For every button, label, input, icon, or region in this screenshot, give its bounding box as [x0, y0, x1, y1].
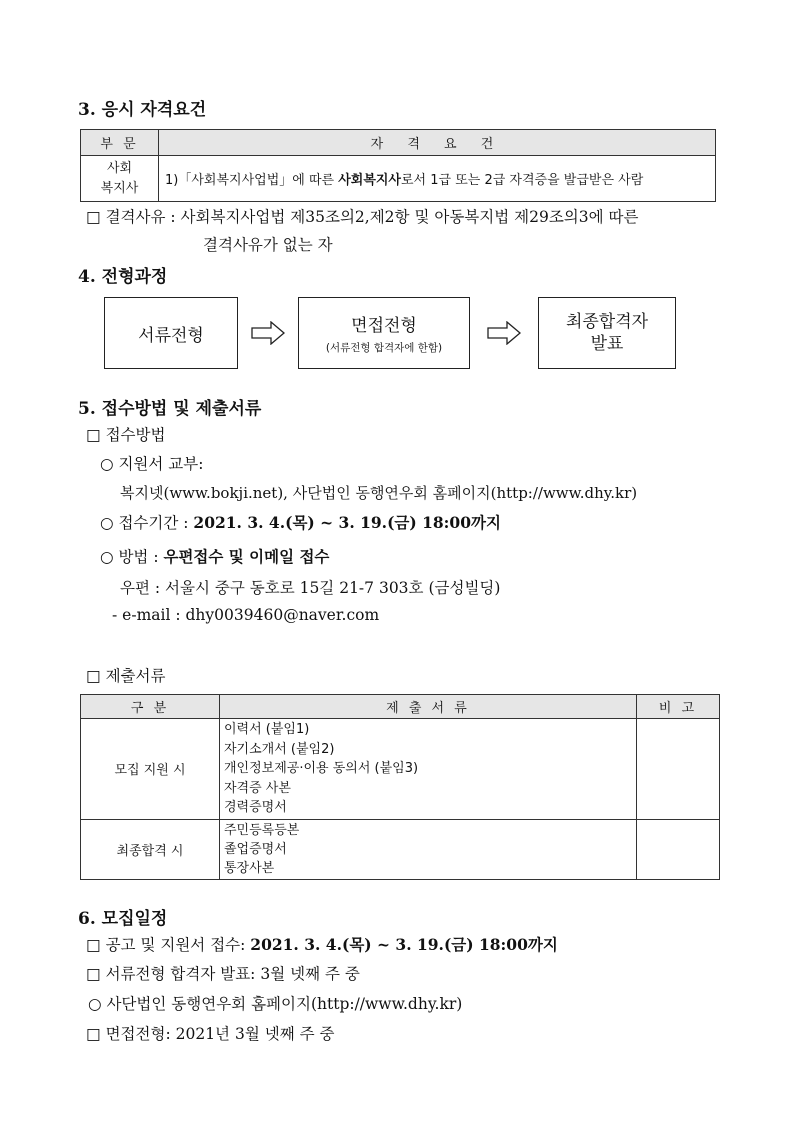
step3-label-line1: 최종합격자 [565, 312, 649, 332]
apply-form-sites: 복지넷(www.bokji.net), 사단법인 동행연우회 홈페이지(http://www.dhy.kr) [120, 484, 638, 502]
period-line [100, 511, 501, 533]
docs-row1-label: 모집 지원 시 [81, 719, 220, 820]
docs-header-note: 비 고 [637, 695, 720, 719]
schedule-item-2: □ 서류전형 합격자 발표: 3월 넷째 주 중 [86, 965, 360, 983]
category-line-2: 복지사 [100, 180, 139, 196]
category-cell [81, 156, 159, 202]
method-title: □ 접수방법 [86, 426, 166, 444]
docs-row2-label: 최종합격 시 [81, 819, 220, 879]
docs-row2-list [220, 819, 637, 879]
section-4-heading: 4. 전형과정 [78, 267, 168, 287]
doc-item: 자기소개서 (붙임2) [224, 741, 335, 757]
schedule-item-1-value: 2021. 3. 4.(목) ~ 3. 19.(금) 18:00까지 [250, 935, 558, 954]
disqualification-line-2: 결격사유가 없는 자 [203, 236, 333, 254]
apply-form-label: ○ 지원서 교부: [100, 455, 204, 473]
doc-item: 이력서 (붙임1) [224, 722, 310, 737]
qualification-table [80, 129, 716, 202]
docs-header-documents: 제 출 서 류 [220, 695, 637, 719]
period-value: 2021. 3. 4.(목) ~ 3. 19.(금) 18:00까지 [193, 513, 501, 532]
category-line-1: 사회 [106, 160, 133, 176]
docs-header-category: 구 분 [81, 695, 220, 719]
arrow-right-icon [251, 321, 285, 345]
post-address: 우편 : 서울시 중구 동호로 15길 21-7 303호 (금성빌딩) [120, 579, 501, 597]
schedule-item-3: ○ 사단법인 동행연우회 홈페이지(http://www.dhy.kr) [88, 995, 463, 1013]
step3-label-line2: 발표 [590, 334, 624, 354]
req-text-bold: 사회복지사 [338, 173, 401, 188]
step2-note: (서류전형 합격자에 한함) [325, 342, 443, 354]
step-document-screening [104, 297, 238, 369]
doc-item: 졸업증명서 [224, 841, 287, 857]
documents-table [80, 694, 720, 880]
how-line [100, 545, 329, 567]
doc-item: 개인정보제공·이용 동의서 (붙임3) [224, 761, 419, 776]
req-text-post: 로서 1급 또는 2급 자격증을 발급받은 사람 [401, 173, 644, 188]
table-header-category: 부 문 [81, 130, 159, 156]
email-line: - e-mail : dhy0039460@naver.com [112, 606, 380, 624]
req-text-pre: 1)「사회복지사업법」에 따른 [165, 173, 339, 188]
table-header-requirement: 자 격 요 건 [159, 130, 716, 156]
docs-title: □ 제출서류 [86, 667, 166, 685]
arrow-right-icon [487, 321, 521, 345]
doc-item: 통장사본 [224, 860, 275, 876]
section-3-heading: 3. 응시 자격요건 [78, 100, 207, 120]
docs-row2-note [637, 819, 720, 879]
doc-item: 경력증명서 [224, 800, 287, 815]
schedule-item-1 [86, 933, 558, 955]
requirement-cell [159, 156, 716, 202]
how-value: 우편접수 및 이메일 접수 [163, 547, 330, 566]
step-final-announcement [538, 297, 676, 369]
section-5-heading: 5. 접수방법 및 제출서류 [78, 399, 262, 419]
period-label: ○ 접수기간 : [100, 514, 194, 532]
docs-row1-note [637, 719, 720, 820]
docs-row1-list [220, 719, 637, 820]
schedule-item-1-label: □ 공고 및 지원서 접수: [86, 936, 251, 954]
step-interview [298, 297, 470, 369]
section-6-heading: 6. 모집일정 [78, 909, 168, 929]
doc-item: 자격증 사본 [224, 780, 291, 796]
schedule-item-4: □ 면접전형: 2021년 3월 넷째 주 중 [86, 1025, 335, 1043]
how-label: ○ 방법 : [100, 548, 164, 566]
step1-label: 서류전형 [138, 325, 204, 346]
doc-item: 주민등록등본 [224, 822, 300, 838]
disqualification-line-1: □ 결격사유 : 사회복지사업법 제35조의2,제2항 및 아동복지법 제29조의3에 따른 [86, 208, 639, 226]
step2-label: 면접전형 [351, 316, 417, 336]
